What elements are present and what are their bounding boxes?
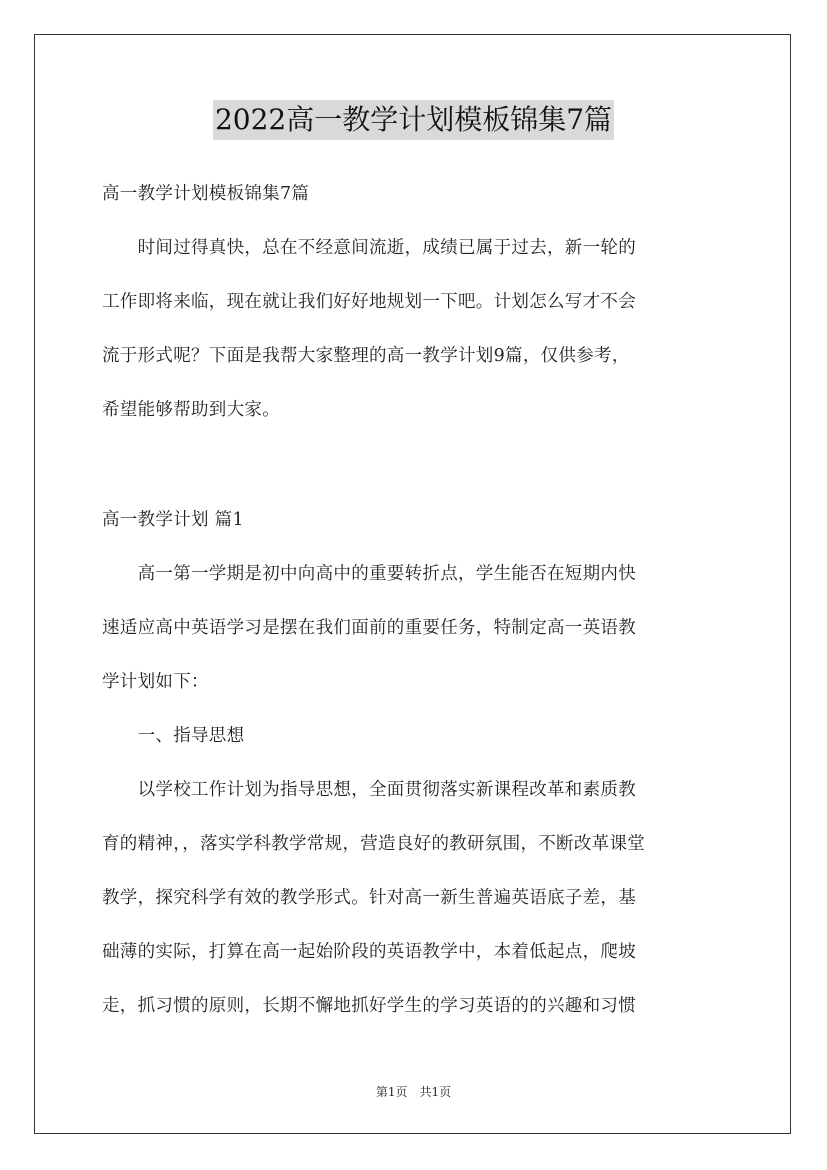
body-line-8: 走，抓习惯的原则，长期不懈地抓好学生的学习英语的的兴趣和习惯 (102, 996, 636, 1016)
body-line-7: 础薄的实际，打算在高一起始阶段的英语教学中，本着低起点，爬坡 (102, 942, 636, 962)
subtitle-line: 高一教学计划模板锦集7篇 (102, 184, 310, 204)
intro-line-3: 流于形式呢？下面是我帮大家整理的高一教学计划9篇，仅供参考， (102, 346, 630, 366)
intro-line-4: 希望能够帮助到大家。 (102, 400, 280, 420)
body-line-2: 速适应高中英语学习是摆在我们面前的重要任务，特制定高一英语教 (102, 618, 636, 638)
body-line-1: 高一第一学期是初中向高中的重要转折点，学生能否在短期内快 (102, 564, 636, 584)
subsection-heading: 一、指导思想 (102, 726, 245, 746)
document-title: 2022高一教学计划模板锦集7篇 (213, 100, 614, 140)
body-line-6: 教学，探究科学有效的教学形式。针对高一新生普遍英语底子差，基 (102, 888, 636, 908)
body-line-4: 以学校工作计划为指导思想，全面贯彻落实新课程改革和素质教 (102, 780, 636, 800)
section-heading: 高一教学计划 篇1 (102, 510, 244, 530)
intro-line-2: 工作即将来临，现在就让我们好好地规划一下吧。计划怎么写才不会 (102, 292, 636, 312)
page-footer: 第1页 共1页 (375, 1085, 452, 1099)
body-line-5: 育的精神，，落实学科教学常规，营造良好的教研氛围，不断改革课堂 (102, 834, 646, 854)
title-container (0, 100, 827, 140)
body-line-3: 学计划如下： (102, 672, 209, 692)
intro-line-1: 时间过得真快，总在不经意间流逝，成绩已属于过去，新一轮的 (102, 238, 636, 258)
